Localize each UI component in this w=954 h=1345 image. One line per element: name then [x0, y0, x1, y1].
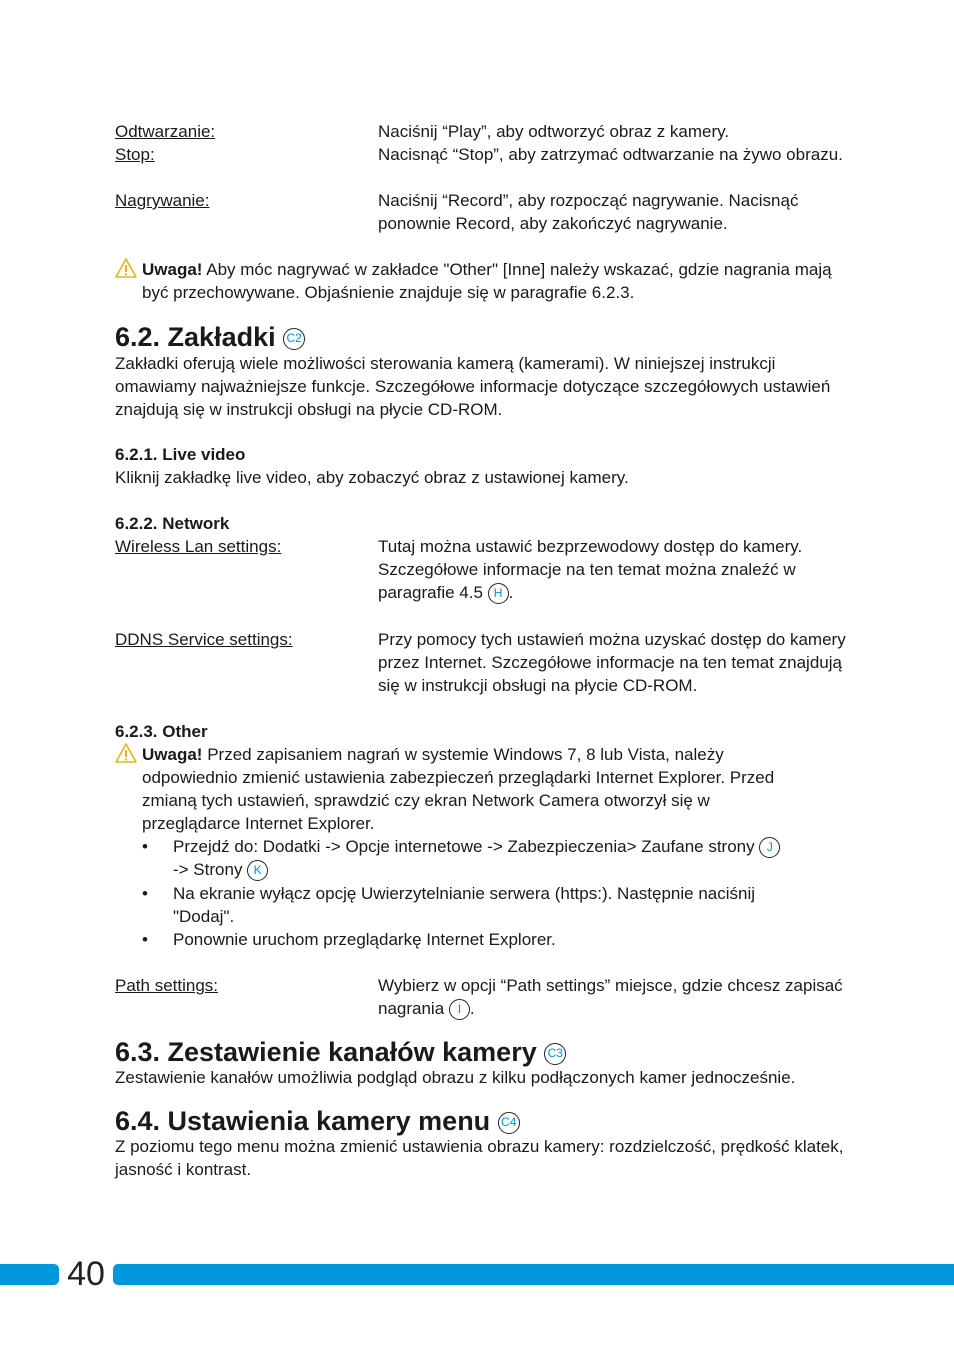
c4-badge-icon: C4	[498, 1112, 520, 1134]
section-6-2-1-heading: 6.2.1. Live video	[115, 445, 246, 464]
control-desc: Naciśnij “Play”, aby odtworzyć obraz z kamery.	[378, 122, 730, 141]
control-row-record	[115, 189, 845, 235]
control-row-play	[115, 120, 845, 143]
page-number: 40	[54, 1252, 118, 1296]
warning-note	[115, 258, 855, 304]
section-6-4-heading	[115, 1105, 520, 1137]
section-6-2-3-heading: 6.2.3. Other	[115, 722, 208, 741]
note-label: Uwaga!	[142, 745, 203, 764]
setting-label: Path settings:	[115, 976, 219, 995]
control-label: Stop:	[115, 145, 155, 164]
section-title: 6.4. Ustawienia kamery menu	[115, 1106, 491, 1136]
control-desc: Nacisnąć “Stop”, aby zatrzymać odtwarzanie na żywo obrazu.	[378, 145, 843, 164]
h-badge-icon: H	[488, 583, 509, 604]
i-badge-icon: I	[449, 999, 470, 1020]
bullet-icon: •	[142, 837, 148, 856]
section-title: 6.3. Zestawienie kanałów kamery	[115, 1037, 537, 1067]
section-6-2-body: Zakładki oferują wiele możliwości sterowania kamerą (kamerami). W niniejszej instrukcji omawiamy najważniejsze funkcje. Szczegółowe informacje dotyczące szczegółowych ustawień znajdują się w instrukcji obsługi na płycie CD-ROM.	[115, 354, 831, 419]
control-label: Odtwarzanie:	[115, 122, 216, 141]
c3-badge-icon: C3	[544, 1043, 566, 1065]
setting-row-ddns	[115, 628, 845, 697]
section-6-3-heading	[115, 1036, 566, 1068]
footer-bar-left	[0, 1264, 54, 1285]
note-text: Przed zapisaniem nagrań w systemie Windows 7, 8 lub Vista, należy odpowiednio zmienić ustawienia zabezpieczeń przeglądarki Internet Explorer. Przed zmianą tych ustawień, sprawdzić czy ekran Network Camera otworzył się w przeglądarce Internet Explorer.	[142, 745, 775, 833]
setting-row-path	[115, 974, 845, 1020]
control-label: Nagrywanie:	[115, 191, 210, 210]
c2-badge-icon: C2	[283, 328, 305, 350]
section-6-2-1-body: Kliknij zakładkę live video, aby zobaczyć obraz z ustawionej kamery.	[115, 468, 629, 487]
section-6-2-heading	[115, 321, 305, 353]
footer-bar-right	[118, 1264, 954, 1285]
note-text: Aby móc nagrywać w zakładce "Other" [Inne] należy wskazać, gdzie nagrania mają być przechowywane. Objaśnienie znajduje się w paragrafie 6.2.3.	[142, 260, 832, 302]
note-label: Uwaga!	[142, 260, 203, 279]
section-title: 6.2. Zakładki	[115, 322, 276, 352]
control-row-stop	[115, 143, 845, 189]
j-badge-icon: J	[759, 837, 780, 858]
bullet-icon: •	[142, 884, 148, 903]
warning-icon	[115, 258, 137, 278]
control-desc: Naciśnij “Record”, aby rozpocząć nagrywanie. Nacisnąć ponownie Record, aby zakończyć nagrywanie.	[378, 191, 799, 233]
list-item: • Na ekranie wyłącz opcję Uwierzytelnianie serwera (https:). Następnie naciśnij "Dodaj".	[142, 884, 756, 926]
warning-note	[115, 743, 855, 835]
setting-desc: Przy pomocy tych ustawień można uzyskać dostęp do kamery przez Internet. Szczegółowe informacje na ten temat znajdują się w instrukcji obsługi na płycie CD-ROM.	[378, 630, 846, 695]
section-6-2-2-heading: 6.2.2. Network	[115, 514, 230, 533]
setting-row-wireless	[115, 535, 845, 604]
warning-icon	[115, 743, 137, 763]
setting-desc: Wybierz w opcji “Path settings” miejsce, gdzie chcesz zapisać nagrania I .	[378, 974, 848, 1020]
k-badge-icon: K	[247, 860, 268, 881]
setting-label: DDNS Service settings:	[115, 630, 293, 649]
bullet-icon: •	[142, 930, 148, 949]
setting-label: Wireless Lan settings:	[115, 537, 282, 556]
list-item: • Przejdź do: Dodatki -> Opcje internetowe -> Zabezpieczenia> Zaufane strony J -> Strony K	[142, 835, 842, 881]
list-item: • Ponownie uruchom przeglądarkę Internet Explorer.	[142, 930, 556, 949]
section-6-3-body: Zestawienie kanałów umożliwia podgląd obrazu z kilku podłączonych kamer jednocześnie.	[115, 1068, 796, 1087]
section-6-4-body: Z poziomu tego menu można zmienić ustawienia obrazu kamery: rozdzielczość, prędkość klatek, jasność i kontrast.	[115, 1137, 844, 1179]
setting-desc: Tutaj można ustawić bezprzewodowy dostęp do kamery. Szczegółowe informacje na ten temat można znaleźć w paragrafie 4.5 H .	[378, 535, 848, 604]
